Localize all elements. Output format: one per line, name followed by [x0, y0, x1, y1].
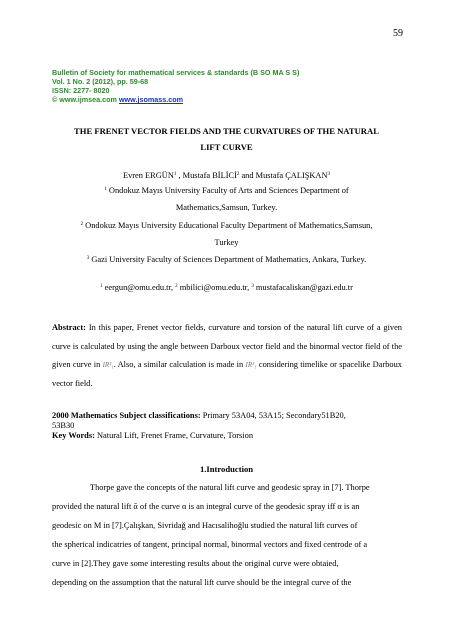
minkowski-space-symbol-2: IR³₁: [245, 361, 257, 369]
affiliation-2-line1: [0, 221, 453, 230]
aff2-text: Ondokuz Mayıs University Educational Faculty Department of Mathematics,Samsun,: [85, 221, 373, 230]
intro-line-3: geodesic on M in [7].Çalışkan, Sivridağ and Hacısalihoğlu studied the natural lift curves of: [52, 521, 358, 530]
authors-line: [0, 171, 453, 180]
abstract-paragraph: [52, 319, 402, 393]
affiliation-2-line2: Turkey: [214, 238, 239, 247]
section-title-introduction: 1.Introduction: [199, 464, 254, 474]
affiliation-1-line2: Mathematics,Samsun, Turkey.: [175, 203, 278, 212]
classification-text: Primary 53A04, 53A15; Secondary51B20,: [200, 411, 346, 420]
minkowski-space-symbol-1: IR³₁: [102, 361, 114, 369]
author-2-sup: 2: [236, 172, 240, 177]
author-3-sup: 3: [327, 172, 331, 177]
paper-title-line2: LIFT CURVE: [200, 142, 253, 152]
email-1-sup: 1: [100, 284, 103, 289]
journal-issn: ISSN: 2277- 8020: [52, 86, 110, 95]
alpha-symbol-2: α: [337, 502, 342, 511]
journal-site: [52, 95, 183, 104]
emails-line: [0, 283, 453, 292]
author-3: and Mustafa ÇALIŞKAN: [239, 171, 328, 180]
intro-line-2-c: is an integral curve of the geodesic spray iff: [186, 502, 338, 511]
classification-label: 2000 Mathematics Subject classifications:: [52, 411, 201, 420]
affiliation-3-line1: [0, 255, 453, 264]
intro-line-2-b: of the curve: [137, 502, 182, 511]
affiliation-1-line1: [0, 186, 453, 195]
journal-volume: Vol. 1 No. 2 (2012), pp. 59-68: [52, 77, 149, 86]
intro-line-5: curve in [2].They gave some interesting results about the original curve were obtaied,: [52, 559, 339, 568]
abstract-text-a: In this paper, Frenet vector fields, curvature and torsion of the natural lift curve of a given curve is calculated by using the angle between Darboux vector field and the binormal vector field of the given curve in: [52, 323, 402, 369]
intro-line-2-a: provided the natural lift: [52, 502, 134, 511]
journal-name: Bulletin of Society for mathematical services & standards (B SO MA S S): [52, 68, 300, 77]
email-1: eergun@omu.edu.tr,: [102, 283, 176, 292]
keywords-text: Natural Lift, Frenet Frame, Curvature, Torsion: [94, 431, 254, 440]
aff2-sup: 2: [80, 222, 84, 227]
aff3-text: Gazi University Faculty of Sciences Department of Mathematics, Ankara, Turkey.: [91, 255, 367, 264]
keywords-label: Key Words:: [52, 431, 95, 440]
author-1-sup: 1: [173, 172, 177, 177]
email-2: mbilici@omu.edu.tr,: [177, 283, 252, 292]
email-3-sup: 3: [251, 284, 254, 289]
intro-line-6: depending on the assumption that the natural lift curve should be the integral curve of the: [52, 578, 352, 587]
keywords-line: [52, 431, 253, 440]
abstract-label: Abstract:: [52, 323, 86, 332]
site-prefix: © www.ijmsea.com: [52, 95, 119, 104]
author-2: , Mustafa BİLİCİ: [176, 171, 237, 180]
abstract-text-c: considering timelike or spacelike Darboux vector field.: [52, 360, 402, 388]
email-3: mustafacaliskan@gazi.edu.tr: [253, 283, 353, 292]
aff1-sup: 1: [104, 187, 107, 192]
author-1: Evren ERGÜN: [122, 171, 174, 180]
intro-line-4: the spherical indicatries of tangent, principal normal, binormal vectors and fixed centrode of a: [52, 540, 368, 549]
paper-title-line1: THE FRENET VECTOR FIELDS AND THE CURVATURES OF THE NATURAL: [74, 126, 379, 136]
page-number: 59: [393, 28, 403, 39]
site-link[interactable]: www.jsomass.com: [118, 95, 183, 104]
aff3-sup: 3: [86, 256, 90, 261]
email-2-sup: 2: [175, 284, 178, 289]
classification-line2: 53B30: [52, 421, 75, 430]
intro-line-1: Thorpe gave the concepts of the natural lift curve and geodesic spray in [7]. Thorpe: [90, 483, 370, 492]
classification-line1: [52, 411, 346, 420]
alpha-symbol: α: [181, 502, 187, 511]
aff1-text: Ondokuz Mayıs University Faculty of Arts and Sciences Department of: [108, 186, 349, 195]
intro-line-2: [52, 502, 359, 511]
alpha-bar-symbol: ᾱ: [133, 502, 138, 511]
intro-line-2-d: is an: [341, 502, 360, 511]
abstract-text-b: . Also, a similar calculation is made in: [113, 360, 246, 369]
